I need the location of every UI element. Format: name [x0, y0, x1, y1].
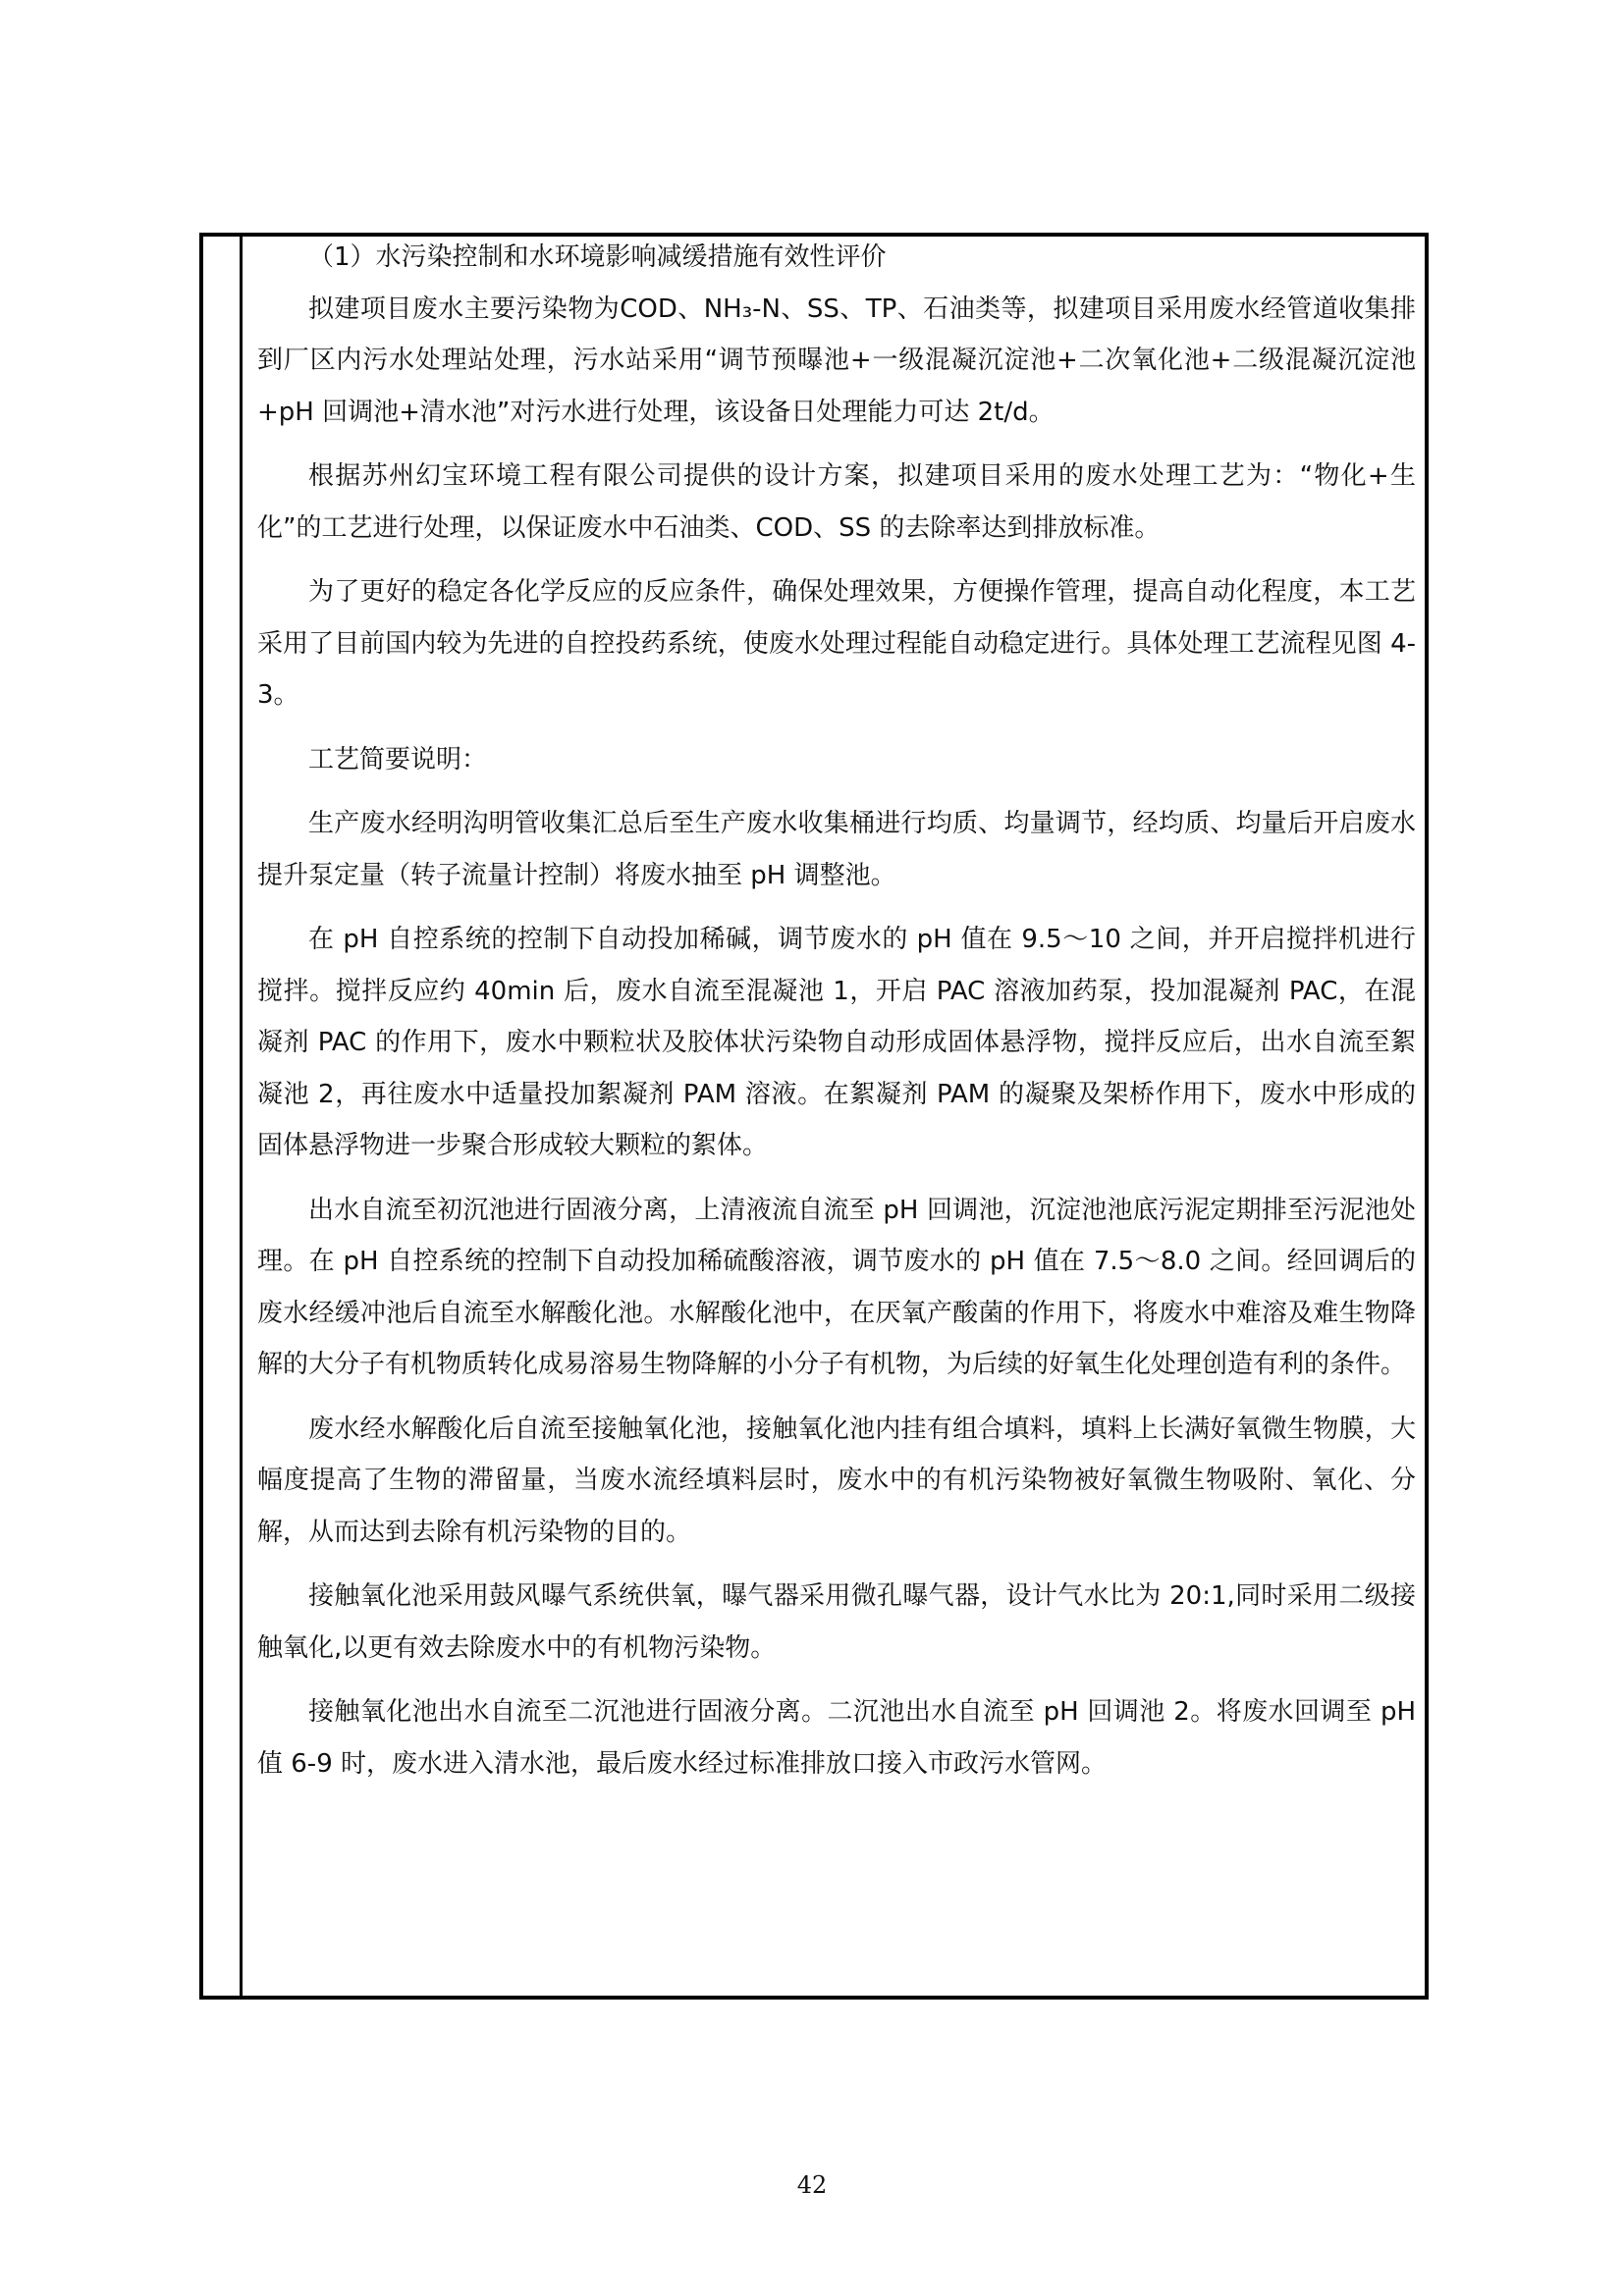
paragraph-process-title: 工艺简要说明： — [308, 744, 488, 774]
paragraph-aeration: 接触氧化池采用鼓风曝气系统供氧，曝气器采用微孔曝气器，设计气水比为 20:1,同时采用二级接触氧化,以更有效去除废水中的有机物污染物。 — [257, 1581, 1416, 1663]
paragraph-pollutants: 拟建项目废水主要污染物为COD、NH₃-N、SS、TP、石油类等，拟建项目采用废水经管道收集排到厂区内污水处理站处理，污水站采用“调节预曝池+一级混凝沉淀池+二次氧化池+二级混凝沉淀池+pH 回调池+清水池”对污水进行处理，该设备日处理能力可达 2t/d。 — [257, 294, 1416, 427]
table-content-cell — [257, 232, 1416, 1789]
page-number: 42 — [796, 2171, 828, 2199]
section-heading: （1）水污染控制和水环境影响减缓措施有效性评价 — [308, 242, 887, 272]
paragraph-design-scheme: 根据苏州幻宝环境工程有限公司提供的设计方案，拟建项目采用的废水处理工艺为：“物化+生化”的工艺进行处理，以保证废水中石油类、COD、SS 的去除率达到排放标准。 — [257, 461, 1416, 543]
table-column-divider — [240, 233, 243, 2000]
paragraph-discharge: 接触氧化池出水自流至二沉池进行固液分离。二沉池出水自流至 pH 回调池 2。将废水回调至 pH 值 6-9 时，废水进入清水池，最后废水经过标准排放口接入市政污水管网。 — [257, 1697, 1416, 1779]
paragraph-contact-oxidation: 废水经水解酸化后自流至接触氧化池，接触氧化池内挂有组合填料，填料上长满好氧微生物膜，大幅度提高了生物的滞留量，当废水流经填料层时，废水中的有机污染物被好氧微生物吸附、氧化、分解，从而达到去除有机污染物的目的。 — [257, 1414, 1416, 1547]
paragraph-collection: 生产废水经明沟明管收集汇总后至生产废水收集桶进行均质、均量调节，经均质、均量后开启废水提升泵定量（转子流量计控制）将废水抽至 pH 调整池。 — [257, 809, 1416, 890]
paragraph-sedimentation: 出水自流至初沉池进行固液分离，上清液流自流至 pH 回调池，沉淀池池底污泥定期排至污泥池处理。在 pH 自控系统的控制下自动投加稀硫酸溶液，调节废水的 pH 值在 7.5～8.0 之间。经回调后的废水经缓冲池后自流至水解酸化池。水解酸化池中，在厌氧产酸菌的作用下，将废水中难溶及难生物降解的大分子有机物质转化成易溶易生物降解的小分子有机物，为后续的好氧生化处理创造有利的条件。 — [257, 1195, 1416, 1379]
paragraph-coagulation: 在 pH 自控系统的控制下自动投加稀碱，调节废水的 pH 值在 9.5～10 之间，并开启搅拌机进行搅拌。搅拌反应约 40min 后，废水自流至混凝池 1，开启 PAC 溶液加药泵，投加混凝剂 PAC，在混凝剂 PAC 的作用下，废水中颗粒状及胶体状污染物自动形成固体悬浮物，搅拌反应后，出水自流至絮凝池 2，再往废水中适量投加絮凝剂 PAM 溶液。在絮凝剂 PAM 的凝聚及架桥作用下，废水中形成的固体悬浮物进一步聚合形成较大颗粒的絮体。 — [257, 925, 1416, 1160]
paragraph-auto-dosing: 为了更好的稳定各化学反应的反应条件，确保处理效果，方便操作管理，提高自动化程度，本工艺采用了目前国内较为先进的自控投药系统，使废水处理过程能自动稳定进行。具体处理工艺流程见图 4-3。 — [257, 577, 1416, 710]
